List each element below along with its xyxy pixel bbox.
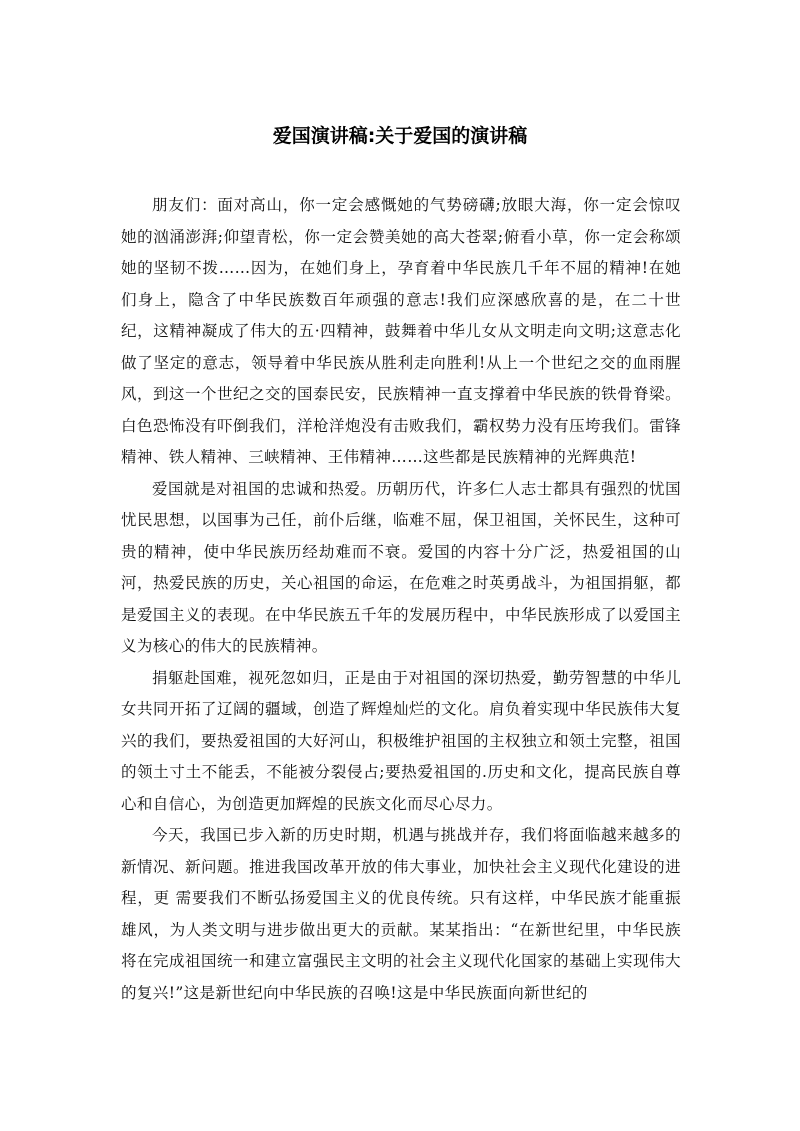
paragraph: 朋友们：面对高山，你一定会感慨她的气势磅礴;放眼大海，你一定会惊叹她的汹涌澎湃;仰望青松，你一定会赞美她的高大苍翠;俯看小草，你一定会称颂她的坚韧不拨……因为，在她们身上，孕育着中华民族几千年不屈的精神!在她们身上，隐含了中华民族数百年顽强的意志!我们应深感欣喜的是，在二十世纪，这精神凝成了伟大的五·四精神，鼓舞着中华儿女从文明走向文明;这意志化做了坚定的意志，领导着中华民族从胜利走向胜利!从上一个世纪之交的血雨腥风，到这一个世纪之交的国泰民安，民族精神一直支撑着中华民族的铁骨脊梁。白色恐怖没有吓倒我们，洋枪洋炮没有击败我们，霸权势力没有压垮我们。雷锋精神、铁人精神、三峡精神、王伟精神……这些都是民族精神的光辉典范! xyxy=(121,196,681,466)
paragraph: 爱国就是对祖国的忠诚和热爱。历朝历代，许多仁人志士都具有强烈的忧国忧民思想，以国事为己任，前仆后继，临难不屈，保卫祖国，关怀民生，这种可贵的精神，使中华民族历经劫难而不衰。爱国的内容十分广泛，热爱祖国的山河，热爱民族的历史，关心祖国的命运，在危难之时英勇战斗，为祖国捐躯，都是爱国主义的表现。在中华民族五千年的发展历程中，中华民族形成了以爱国主义为核心的伟大的民族精神。 xyxy=(121,479,681,655)
paragraph: 捐躯赴国难，视死忽如归，正是由于对祖国的深切热爱，勤劳智慧的中华儿女共同开拓了辽阔的疆域，创造了辉煌灿烂的文化。肩负着实现中华民族伟大复兴的我们，要热爱祖国的大好河山，积极维护祖国的主权独立和领土完整，祖国的领土寸土不能丢，不能被分裂侵占;要热爱祖国的.历史和文化，提高民族自尊心和自信心，为创造更加辉煌的民族文化而尽心尽力。 xyxy=(121,668,681,813)
paragraph: 今天，我国已步入新的历史时期，机遇与挑战并存，我们将面临越来越多的新情况、新问题。推进我国改革开放的伟大事业，加快社会主义现代化建设的进程，更 需要我们不断弘扬爱国主义的优良传统。只有这样，中华民族才能重振雄风，为人类文明与进步做出更大的贡献。某某指出：“在新世纪里，中华民族将在完成祖国统一和建立富强民主文明的社会主义现代化国家的基础上实现伟大的复兴!”这是新世纪向中华民族的召唤!这是中华民族面向新世纪的 xyxy=(121,826,681,1002)
document-title: 爱国演讲稿:关于爱国的演讲稿 xyxy=(272,125,528,147)
document-body xyxy=(121,190,681,1009)
